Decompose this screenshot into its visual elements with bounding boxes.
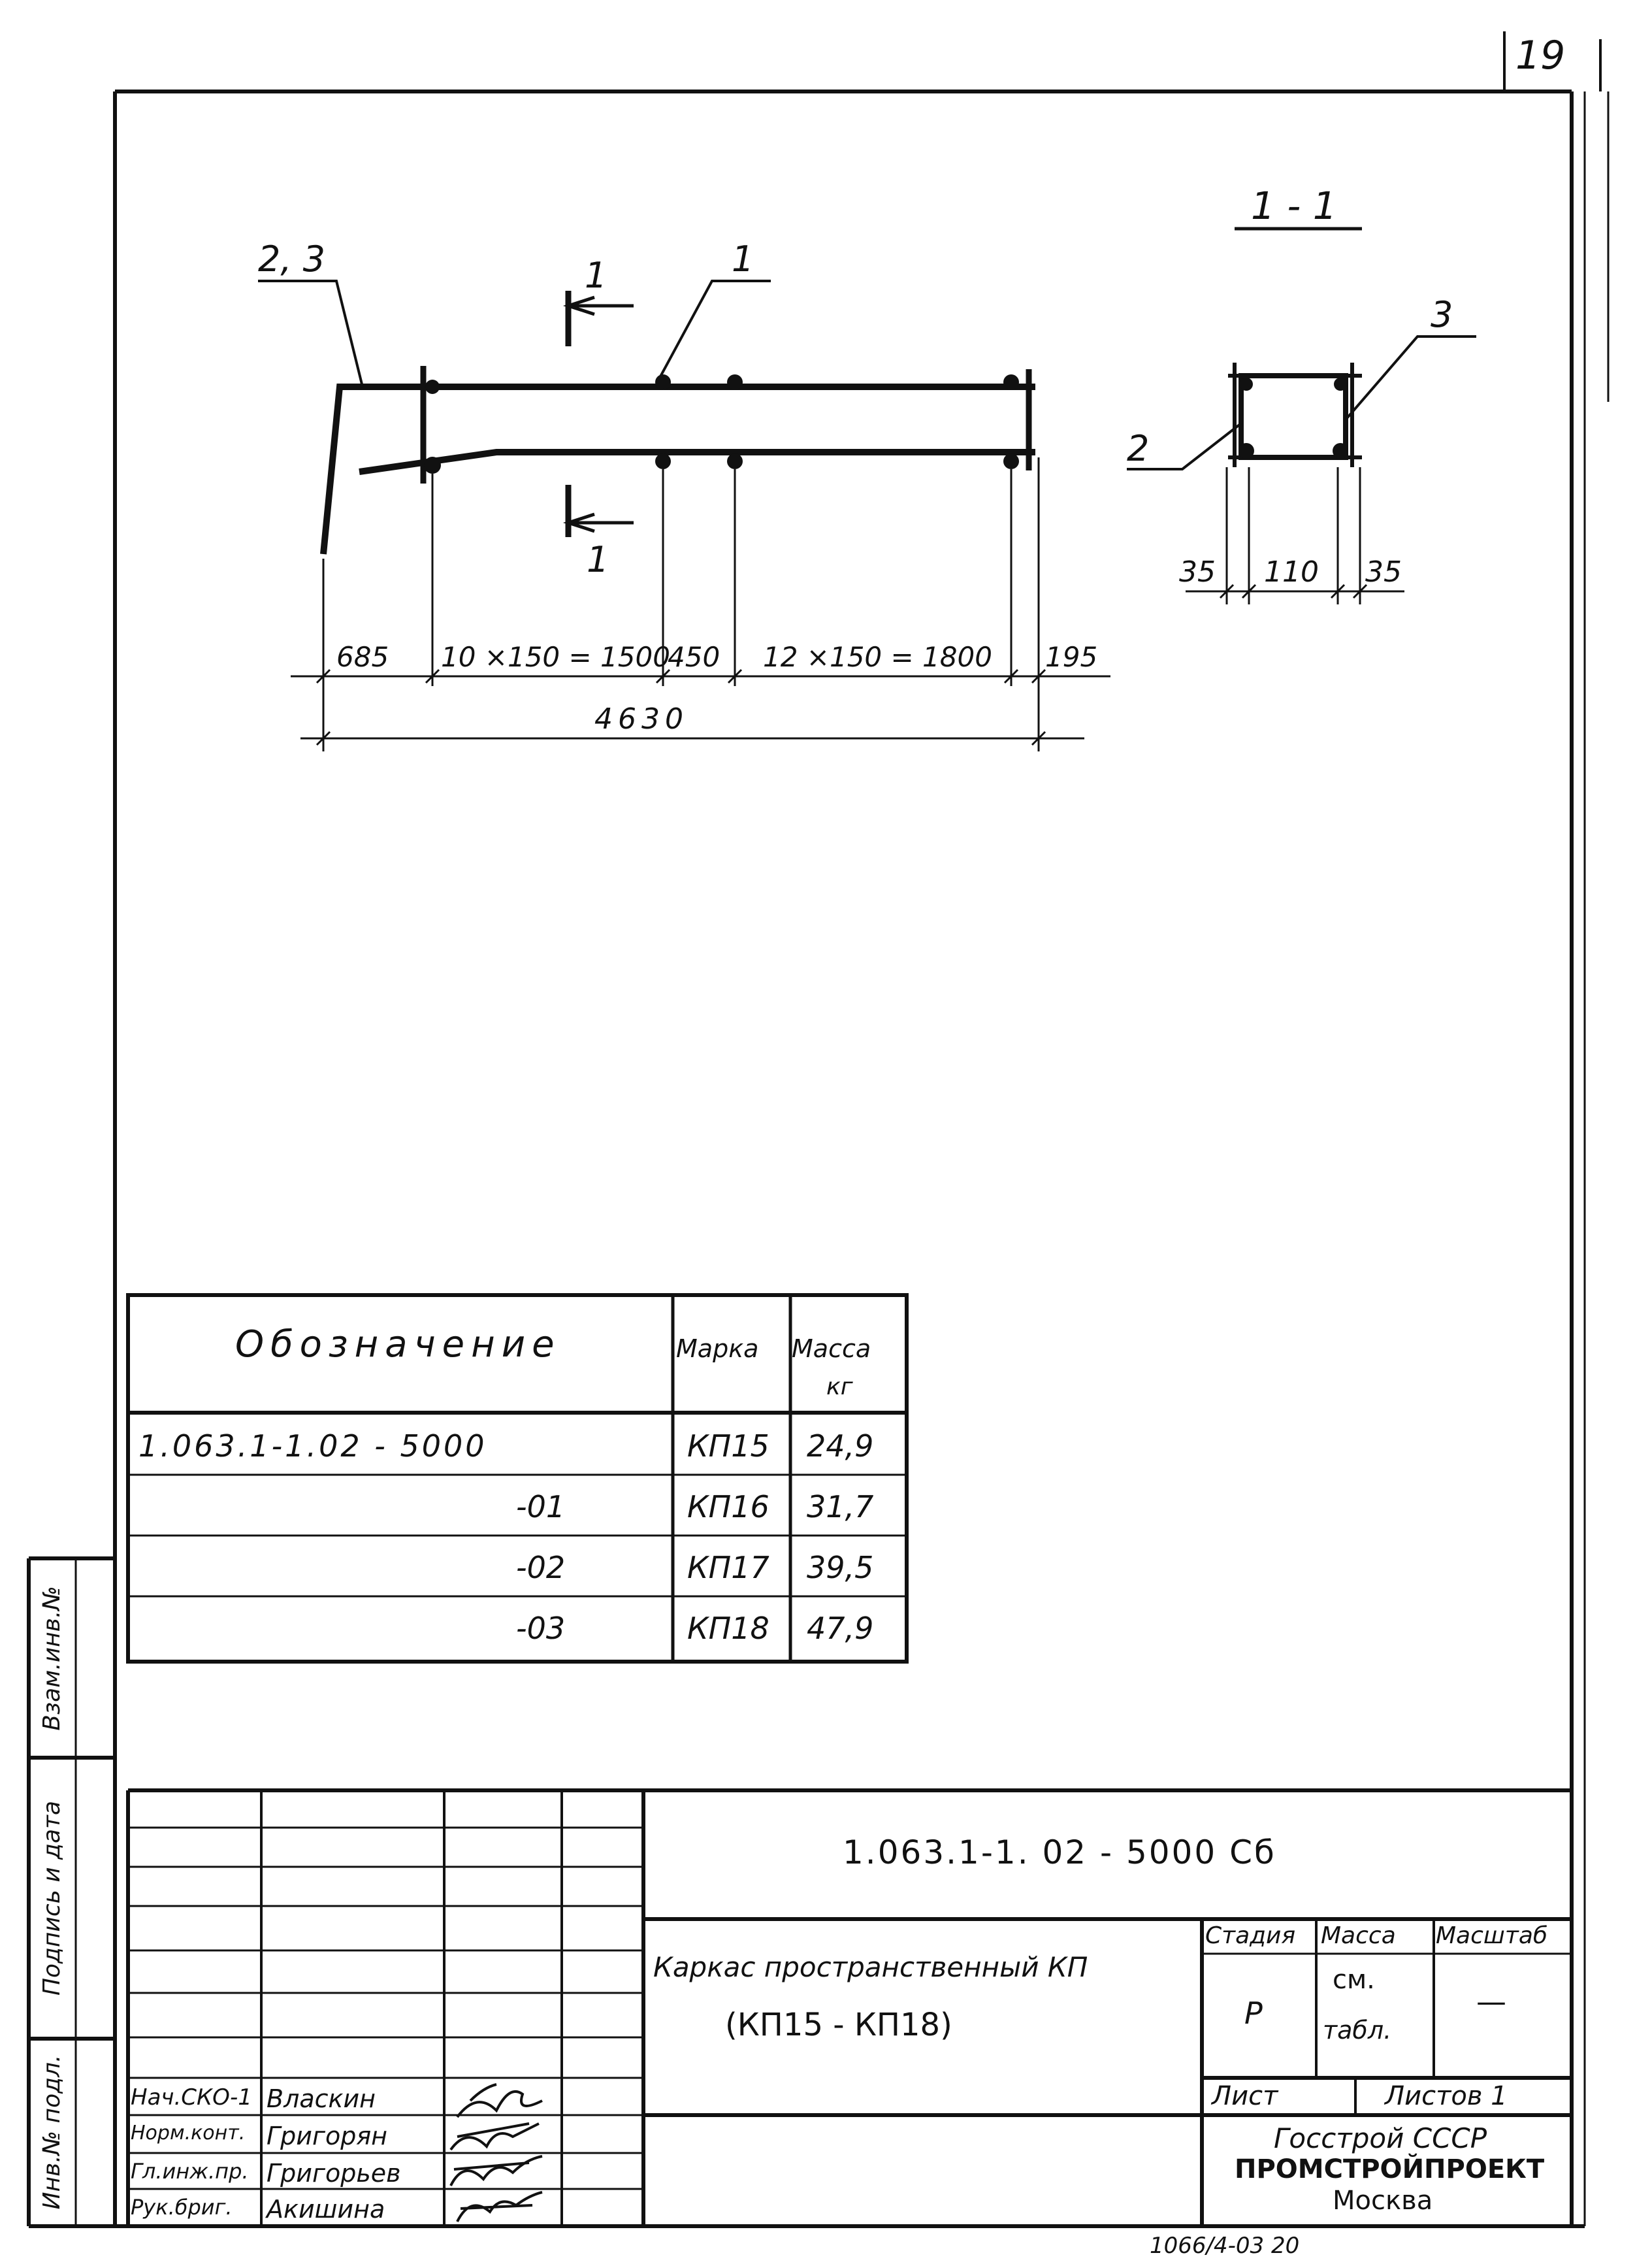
mass-label: Масса: [1321, 1922, 1396, 1949]
spec-row-4-designation: -03: [516, 1611, 566, 1646]
person-role-4: Рук.бриг.: [131, 2195, 233, 2220]
dim-1500: 10 ×150 = 1500: [441, 641, 670, 673]
org-line-2: ПРОМСТРОЙПРОЕКТ: [1235, 2154, 1545, 2184]
person-role-2: Норм.конт.: [131, 2122, 246, 2145]
spec-header-mass-unit: кг: [826, 1373, 853, 1400]
person-role-1: Нач.СКО-1: [131, 2084, 252, 2111]
spec-row-2-designation: -01: [516, 1489, 566, 1524]
spec-header-designation: Обозначение: [235, 1323, 561, 1366]
frame-elevation: [258, 281, 1110, 751]
stage-value: Р: [1244, 1996, 1263, 2031]
org-line-1: Госстрой СССР: [1274, 2122, 1487, 2154]
spec-row-2-mark: КП16: [687, 1489, 769, 1524]
title-line-1: Каркас пространственный КП: [653, 1951, 1088, 1983]
person-name-4: Акишина: [267, 2195, 385, 2224]
stamp-replace-inv: Взам.инв.№: [39, 1586, 65, 1731]
spec-row-1-mass: 24,9: [807, 1428, 874, 1464]
footer-code: 1066/4-03 20: [1150, 2233, 1300, 2259]
mass-value-1: см.: [1333, 1965, 1375, 1995]
sheet-label: Лист: [1212, 2081, 1278, 2111]
spec-row-2-mass: 31,7: [807, 1489, 874, 1524]
spec-header-mark: Марка: [676, 1334, 759, 1363]
org-line-3: Москва: [1333, 2186, 1433, 2216]
section-labels: [1127, 184, 1453, 589]
section-dim-a: 35: [1179, 555, 1216, 589]
doc-code: 1.063.1-1. 02 - 5000 Сб: [843, 1833, 1276, 1871]
scale-label: Масштаб: [1436, 1922, 1548, 1949]
spec-row-4-mark: КП18: [687, 1611, 769, 1646]
section-title: 1 - 1: [1251, 184, 1337, 228]
spec-row-1-mark: КП15: [687, 1428, 769, 1464]
callout-2: 2: [1127, 428, 1150, 469]
callout-3: 3: [1431, 294, 1453, 335]
spec-row-1-designation: 1.063.1-1.02 - 5000: [138, 1428, 487, 1464]
section-1-1: [1127, 229, 1476, 604]
callout-2-3: 2, 3: [258, 238, 326, 280]
stamp-sign-date: Подпись и дата: [39, 1800, 65, 1996]
callout-section-1-bottom: 1: [587, 539, 609, 580]
section-dim-b: 110: [1264, 555, 1319, 589]
spec-header-mass: Масса: [792, 1334, 871, 1363]
title-line-2: (КП15 - КП18): [725, 2007, 952, 2043]
spec-row-3-designation: -02: [516, 1550, 566, 1585]
dim-195: 195: [1045, 641, 1098, 673]
scale-value: —: [1476, 1984, 1506, 2019]
dim-1800: 12 ×150 = 1800: [763, 641, 992, 673]
person-name-1: Власкин: [267, 2084, 376, 2113]
section-dim-c: 35: [1365, 555, 1402, 589]
stamp-inv-orig: Инв.№ подл.: [39, 2054, 65, 2210]
person-role-3: Гл.инж.пр.: [131, 2159, 249, 2184]
callout-bar-1: 1: [732, 238, 754, 280]
spec-row-3-mark: КП17: [687, 1550, 769, 1585]
spec-row-3-mass: 39,5: [807, 1550, 874, 1585]
person-name-3: Григорьев: [267, 2159, 401, 2188]
dim-450: 450: [668, 641, 720, 673]
dim-685: 685: [336, 641, 389, 673]
page-number: 19: [1515, 33, 1566, 78]
mass-value-2: табл.: [1323, 2016, 1392, 2045]
callout-section-1-top: 1: [585, 255, 607, 296]
spec-row-4-mass: 47,9: [807, 1611, 874, 1646]
person-name-2: Григорян: [267, 2122, 388, 2150]
dim-total: 4630: [594, 702, 688, 736]
stage-label: Стадия: [1205, 1922, 1296, 1949]
sheets-label: Листов 1: [1385, 2081, 1508, 2111]
elevation-labels: [258, 238, 1097, 736]
